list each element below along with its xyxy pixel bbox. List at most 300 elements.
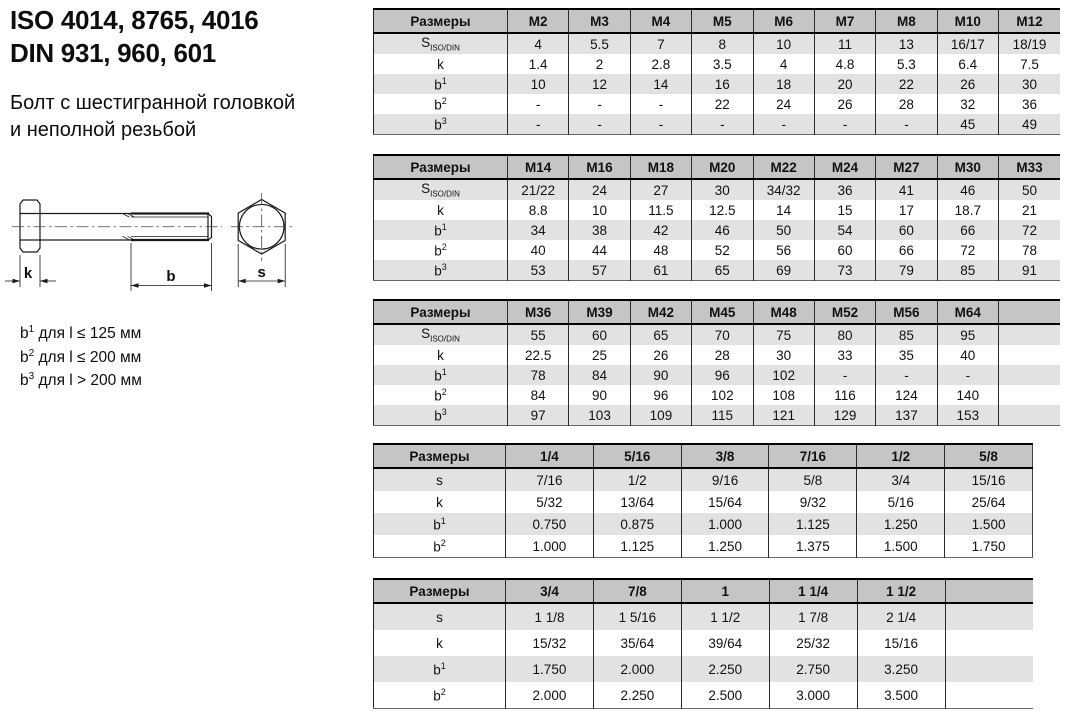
value-cell-empty [945, 656, 1033, 682]
table-row [374, 324, 1061, 345]
table-row [374, 513, 1033, 535]
value-cell: 21/22 [508, 179, 569, 200]
value-cell: 5/16 [857, 491, 945, 513]
dimension-table-3 [373, 299, 1060, 426]
value-cell: 103 [569, 405, 630, 426]
value-cell: 26 [630, 345, 691, 365]
col-header: M42 [630, 300, 691, 324]
footnote: $b^1$ для l ≤ 125 мм [20, 324, 142, 343]
value-cell: 2.8 [630, 54, 691, 74]
value-cell: 80 [814, 324, 875, 345]
value-cell: 32 [937, 94, 998, 114]
value-cell: 10 [753, 33, 814, 54]
value-cell: 18.7 [937, 200, 998, 220]
row-label: $S_{ISO/DIN}$ [374, 33, 508, 54]
value-cell: 75 [753, 324, 814, 345]
value-cell: 0.875 [593, 513, 681, 535]
table-row [374, 603, 1034, 630]
row-label: $b^2$ [434, 386, 447, 404]
size-header-label: Размеры [374, 9, 508, 33]
col-header: M56 [876, 300, 937, 324]
value-cell: 11.5 [630, 200, 691, 220]
dimension-k-label: k [23, 265, 33, 282]
table-row [374, 33, 1061, 54]
col-header: M27 [876, 155, 937, 179]
dimension-b [131, 243, 212, 291]
bolt-technical-drawing [0, 188, 320, 300]
value-cell: 5/32 [506, 491, 594, 513]
value-cell: 72 [999, 220, 1061, 240]
value-cell: 10 [569, 200, 630, 220]
col-header: M7 [814, 9, 875, 33]
value-cell: 3.5 [692, 54, 753, 74]
value-cell: 15/32 [506, 630, 594, 656]
value-cell: 69 [753, 260, 814, 281]
dimension-s-label: s [257, 264, 266, 281]
col-header: 1 1/4 [769, 579, 857, 603]
value-cell: 2.250 [681, 656, 769, 682]
value-cell: 1 5/16 [593, 603, 681, 630]
row-label: k [437, 347, 444, 363]
table-row [374, 94, 1061, 114]
value-cell: 95 [937, 324, 998, 345]
value-cell: 6.4 [937, 54, 998, 74]
table-header-row [374, 9, 1061, 33]
row-label: k [437, 56, 444, 72]
value-cell: 26 [814, 94, 875, 114]
table-row [374, 74, 1061, 94]
table-row [374, 630, 1034, 656]
value-cell: 3.250 [857, 656, 945, 682]
value-cell: 65 [692, 260, 753, 281]
bolt-head [20, 200, 40, 252]
value-cell: 1.125 [769, 513, 857, 535]
value-cell: 9/16 [681, 468, 769, 491]
value-cell: 65 [630, 324, 691, 345]
value-cell: 27 [630, 179, 691, 200]
size-header-label: Размеры [374, 300, 508, 324]
value-cell: 3.000 [769, 682, 857, 709]
value-cell: 1.250 [857, 513, 945, 535]
col-header: M30 [937, 155, 998, 179]
value-cell: 102 [753, 365, 814, 385]
row-label: $b^2$ [434, 241, 447, 259]
dimension-k [5, 255, 56, 287]
value-cell: 9/32 [769, 491, 857, 513]
col-header: M3 [569, 9, 630, 33]
value-cell: 50 [999, 179, 1061, 200]
col-header: 1/4 [506, 444, 594, 468]
value-cell: 2.750 [769, 656, 857, 682]
value-cell: 115 [692, 405, 753, 426]
dimension-table-1 [373, 8, 1060, 135]
value-cell: - [630, 114, 691, 135]
value-cell: 1.500 [857, 535, 945, 558]
iso-standards-line: ISO 4014, 8765, 4016 [10, 5, 259, 35]
value-cell: 20 [814, 74, 875, 94]
value-cell: 45 [937, 114, 998, 135]
footnotes [20, 320, 142, 391]
value-cell: 13 [876, 33, 937, 54]
value-cell-empty [945, 603, 1033, 630]
table-row [374, 468, 1033, 491]
value-cell: 85 [876, 324, 937, 345]
value-cell: 41 [876, 179, 937, 200]
description-line-2: и неполной резьбой [10, 119, 197, 141]
bolt-end-view [231, 193, 293, 287]
value-cell: 1/2 [593, 468, 681, 491]
value-cell: 46 [692, 220, 753, 240]
value-cell: 16 [692, 74, 753, 94]
value-cell: 121 [753, 405, 814, 426]
row-label: k [436, 494, 443, 510]
value-cell: - [876, 365, 937, 385]
value-cell: 28 [692, 345, 753, 365]
col-header: M5 [692, 9, 753, 33]
value-cell-empty [999, 365, 1061, 385]
value-cell-empty [999, 385, 1061, 405]
value-cell: 7 [630, 33, 691, 54]
table-row [374, 179, 1061, 200]
table-row [374, 240, 1061, 260]
value-cell: 153 [937, 405, 998, 426]
value-cell: 55 [508, 324, 569, 345]
value-cell: 7.5 [999, 54, 1061, 74]
value-cell: 18/19 [999, 33, 1061, 54]
value-cell: - [753, 114, 814, 135]
row-label: $b^3$ [374, 405, 508, 426]
value-cell-empty [945, 630, 1033, 656]
value-cell: 15/16 [857, 630, 945, 656]
value-cell: 46 [937, 179, 998, 200]
row-label: $S_{ISO/DIN}$ [374, 179, 508, 200]
value-cell: 2.250 [593, 682, 681, 709]
col-header-empty [999, 300, 1061, 324]
value-cell: 30 [692, 179, 753, 200]
value-cell: 137 [876, 405, 937, 426]
value-cell: 11 [814, 33, 875, 54]
value-cell: - [569, 114, 630, 135]
value-cell: 1 1/2 [681, 603, 769, 630]
value-cell: 1.125 [593, 535, 681, 558]
value-cell: - [508, 94, 569, 114]
value-cell: 35/64 [593, 630, 681, 656]
value-cell: 96 [630, 385, 691, 405]
value-cell: 22.5 [508, 345, 569, 365]
value-cell: 1 7/8 [769, 603, 857, 630]
value-cell: 0.750 [506, 513, 594, 535]
dimension-table-2 [373, 154, 1060, 281]
footnote: $b^2$ для l ≤ 200 мм [20, 347, 142, 366]
col-header: 7/16 [769, 444, 857, 468]
value-cell: 17 [876, 200, 937, 220]
value-cell: 18 [753, 74, 814, 94]
value-cell: - [814, 114, 875, 135]
table-row [374, 220, 1061, 240]
col-header: M22 [753, 155, 814, 179]
value-cell: 22 [876, 74, 937, 94]
table-row [374, 365, 1061, 385]
value-cell: 30 [999, 74, 1061, 94]
col-header: M12 [999, 9, 1061, 33]
col-header: 1 [681, 579, 769, 603]
value-cell: 1.750 [506, 656, 594, 682]
value-cell: 30 [753, 345, 814, 365]
value-cell: 34/32 [753, 179, 814, 200]
value-cell: 79 [876, 260, 937, 281]
size-header-label: Размеры [374, 579, 506, 603]
value-cell: 2.500 [681, 682, 769, 709]
value-cell: 66 [876, 240, 937, 260]
value-cell: - [937, 365, 998, 385]
value-cell: 85 [937, 260, 998, 281]
value-cell: 44 [569, 240, 630, 260]
value-cell: 40 [508, 240, 569, 260]
value-cell: 12 [569, 74, 630, 94]
col-header: 1/2 [857, 444, 945, 468]
value-cell: 3.500 [857, 682, 945, 709]
value-cell: - [814, 365, 875, 385]
value-cell-empty [945, 682, 1033, 709]
col-header: M18 [630, 155, 691, 179]
value-cell: 24 [569, 179, 630, 200]
value-cell: 108 [753, 385, 814, 405]
value-cell: 84 [569, 365, 630, 385]
value-cell: 12.5 [692, 200, 753, 220]
table-header-row [374, 300, 1061, 324]
value-cell: 1.4 [508, 54, 569, 74]
row-label: $b^1$ [374, 513, 506, 535]
value-cell: 54 [814, 220, 875, 240]
table-header-row [374, 155, 1061, 179]
value-cell: 116 [814, 385, 875, 405]
value-cell: 25 [569, 345, 630, 365]
col-header: M45 [692, 300, 753, 324]
col-header: M4 [630, 9, 691, 33]
value-cell: 4 [508, 33, 569, 54]
standards-title [10, 4, 258, 70]
value-cell: 2 1/4 [857, 603, 945, 630]
value-cell: 2.000 [593, 656, 681, 682]
value-cell: 38 [569, 220, 630, 240]
value-cell: 1.000 [681, 513, 769, 535]
col-header-empty [945, 579, 1033, 603]
row-label: $b^3$ [374, 260, 508, 281]
dimension-table-5 [373, 578, 1033, 709]
row-label: k [436, 635, 443, 651]
value-cell: 26 [937, 74, 998, 94]
dimension-s [238, 244, 285, 287]
value-cell: 70 [692, 324, 753, 345]
col-header: M24 [814, 155, 875, 179]
value-cell: 28 [876, 94, 937, 114]
value-cell: 1.375 [769, 535, 857, 558]
row-label: $b^1$ [374, 74, 508, 94]
value-cell: 129 [814, 405, 875, 426]
bolt-side-view [5, 200, 222, 291]
value-cell: 1.500 [945, 513, 1033, 535]
value-cell: 84 [508, 385, 569, 405]
value-cell: 78 [508, 365, 569, 385]
value-cell: 16/17 [937, 33, 998, 54]
value-cell: - [569, 94, 630, 114]
value-cell: 60 [569, 324, 630, 345]
value-cell: 40 [937, 345, 998, 365]
col-header: M20 [692, 155, 753, 179]
value-cell: 22 [692, 94, 753, 114]
value-cell: 15 [814, 200, 875, 220]
col-header: M39 [569, 300, 630, 324]
row-label: $b^1$ [374, 220, 508, 240]
table-row [374, 491, 1033, 513]
value-cell: 36 [999, 94, 1061, 114]
col-header: M2 [508, 9, 569, 33]
row-label: $S_{ISO/DIN}$ [374, 324, 508, 345]
value-cell: 36 [814, 179, 875, 200]
value-cell: - [692, 114, 753, 135]
value-cell: 72 [937, 240, 998, 260]
row-label: $b^3$ [374, 114, 508, 135]
din-standards-line: DIN 931, 960, 601 [10, 38, 216, 68]
dimension-b-label: b [166, 268, 176, 285]
value-cell: 25/64 [945, 491, 1033, 513]
value-cell: 4 [753, 54, 814, 74]
product-description [10, 90, 295, 144]
value-cell: 109 [630, 405, 691, 426]
value-cell: - [508, 114, 569, 135]
value-cell: 10 [508, 74, 569, 94]
value-cell: 90 [630, 365, 691, 385]
table-row [374, 260, 1061, 281]
col-header: M16 [569, 155, 630, 179]
table-row [374, 200, 1061, 220]
value-cell: 49 [999, 114, 1061, 135]
table-header-row [374, 444, 1033, 468]
col-header: M10 [937, 9, 998, 33]
value-cell-empty [999, 324, 1061, 345]
value-cell-empty [999, 405, 1061, 426]
row-label: k [437, 202, 444, 218]
row-label: s [374, 468, 506, 491]
row-label: $b^2$ [434, 95, 447, 113]
dimension-table-4 [373, 443, 1033, 558]
value-cell: - [630, 94, 691, 114]
value-cell: 4.8 [814, 54, 875, 74]
value-cell: 53 [508, 260, 569, 281]
table-row [374, 535, 1033, 558]
table-row [374, 405, 1061, 426]
col-header: 3/4 [506, 579, 594, 603]
value-cell: 35 [876, 345, 937, 365]
value-cell: 13/64 [593, 491, 681, 513]
value-cell: 1 1/8 [506, 603, 594, 630]
value-cell: 1.000 [506, 535, 594, 558]
value-cell: 25/32 [769, 630, 857, 656]
value-cell: 8.8 [508, 200, 569, 220]
col-header: M36 [508, 300, 569, 324]
size-header-label: Размеры [374, 444, 506, 468]
row-label: $b^1$ [374, 365, 508, 385]
value-cell: 50 [753, 220, 814, 240]
col-header: M8 [876, 9, 937, 33]
table-row [374, 54, 1061, 74]
row-label: $b^2$ [433, 537, 446, 555]
col-header: 5/16 [593, 444, 681, 468]
table-row [374, 656, 1034, 682]
value-cell: 5.5 [569, 33, 630, 54]
value-cell: 8 [692, 33, 753, 54]
value-cell: 52 [692, 240, 753, 260]
value-cell: 2 [569, 54, 630, 74]
value-cell: 7/16 [506, 468, 594, 491]
value-cell: 2.000 [506, 682, 594, 709]
table-row [374, 682, 1034, 709]
value-cell: 56 [753, 240, 814, 260]
value-cell: - [876, 114, 937, 135]
col-header: M14 [508, 155, 569, 179]
col-header: M6 [753, 9, 814, 33]
col-header: M33 [999, 155, 1061, 179]
table-row [374, 345, 1061, 365]
col-header: M64 [937, 300, 998, 324]
value-cell: 14 [753, 200, 814, 220]
value-cell: 61 [630, 260, 691, 281]
table-row [374, 114, 1061, 135]
size-header-label: Размеры [374, 155, 508, 179]
value-cell: 21 [999, 200, 1061, 220]
value-cell: 15/16 [945, 468, 1033, 491]
value-cell: 140 [937, 385, 998, 405]
value-cell: 48 [630, 240, 691, 260]
col-header: 3/8 [681, 444, 769, 468]
value-cell: 96 [692, 365, 753, 385]
value-cell: 5.3 [876, 54, 937, 74]
value-cell: 73 [814, 260, 875, 281]
col-header: 1 1/2 [857, 579, 945, 603]
description-line-1: Болт с шестигранной головкой [10, 92, 296, 114]
value-cell: 14 [630, 74, 691, 94]
value-cell: 5/8 [769, 468, 857, 491]
col-header: M48 [753, 300, 814, 324]
value-cell: 1.250 [681, 535, 769, 558]
value-cell: 1.750 [945, 535, 1033, 558]
value-cell: 91 [999, 260, 1061, 281]
value-cell: 90 [569, 385, 630, 405]
value-cell-empty [999, 345, 1061, 365]
table-row [374, 385, 1061, 405]
value-cell: 15/64 [681, 491, 769, 513]
value-cell: 60 [814, 240, 875, 260]
value-cell: 57 [569, 260, 630, 281]
row-label: s [374, 603, 506, 630]
value-cell: 78 [999, 240, 1061, 260]
value-cell: 102 [692, 385, 753, 405]
value-cell: 39/64 [681, 630, 769, 656]
value-cell: 3/4 [857, 468, 945, 491]
row-label: $b^2$ [433, 686, 446, 704]
value-cell: 33 [814, 345, 875, 365]
value-cell: 97 [508, 405, 569, 426]
value-cell: 24 [753, 94, 814, 114]
value-cell: 34 [508, 220, 569, 240]
col-header: M52 [814, 300, 875, 324]
table-header-row [374, 579, 1034, 603]
col-header: 5/8 [945, 444, 1033, 468]
row-label: $b^1$ [374, 656, 506, 682]
value-cell: 42 [630, 220, 691, 240]
col-header: 7/8 [593, 579, 681, 603]
value-cell: 66 [937, 220, 998, 240]
